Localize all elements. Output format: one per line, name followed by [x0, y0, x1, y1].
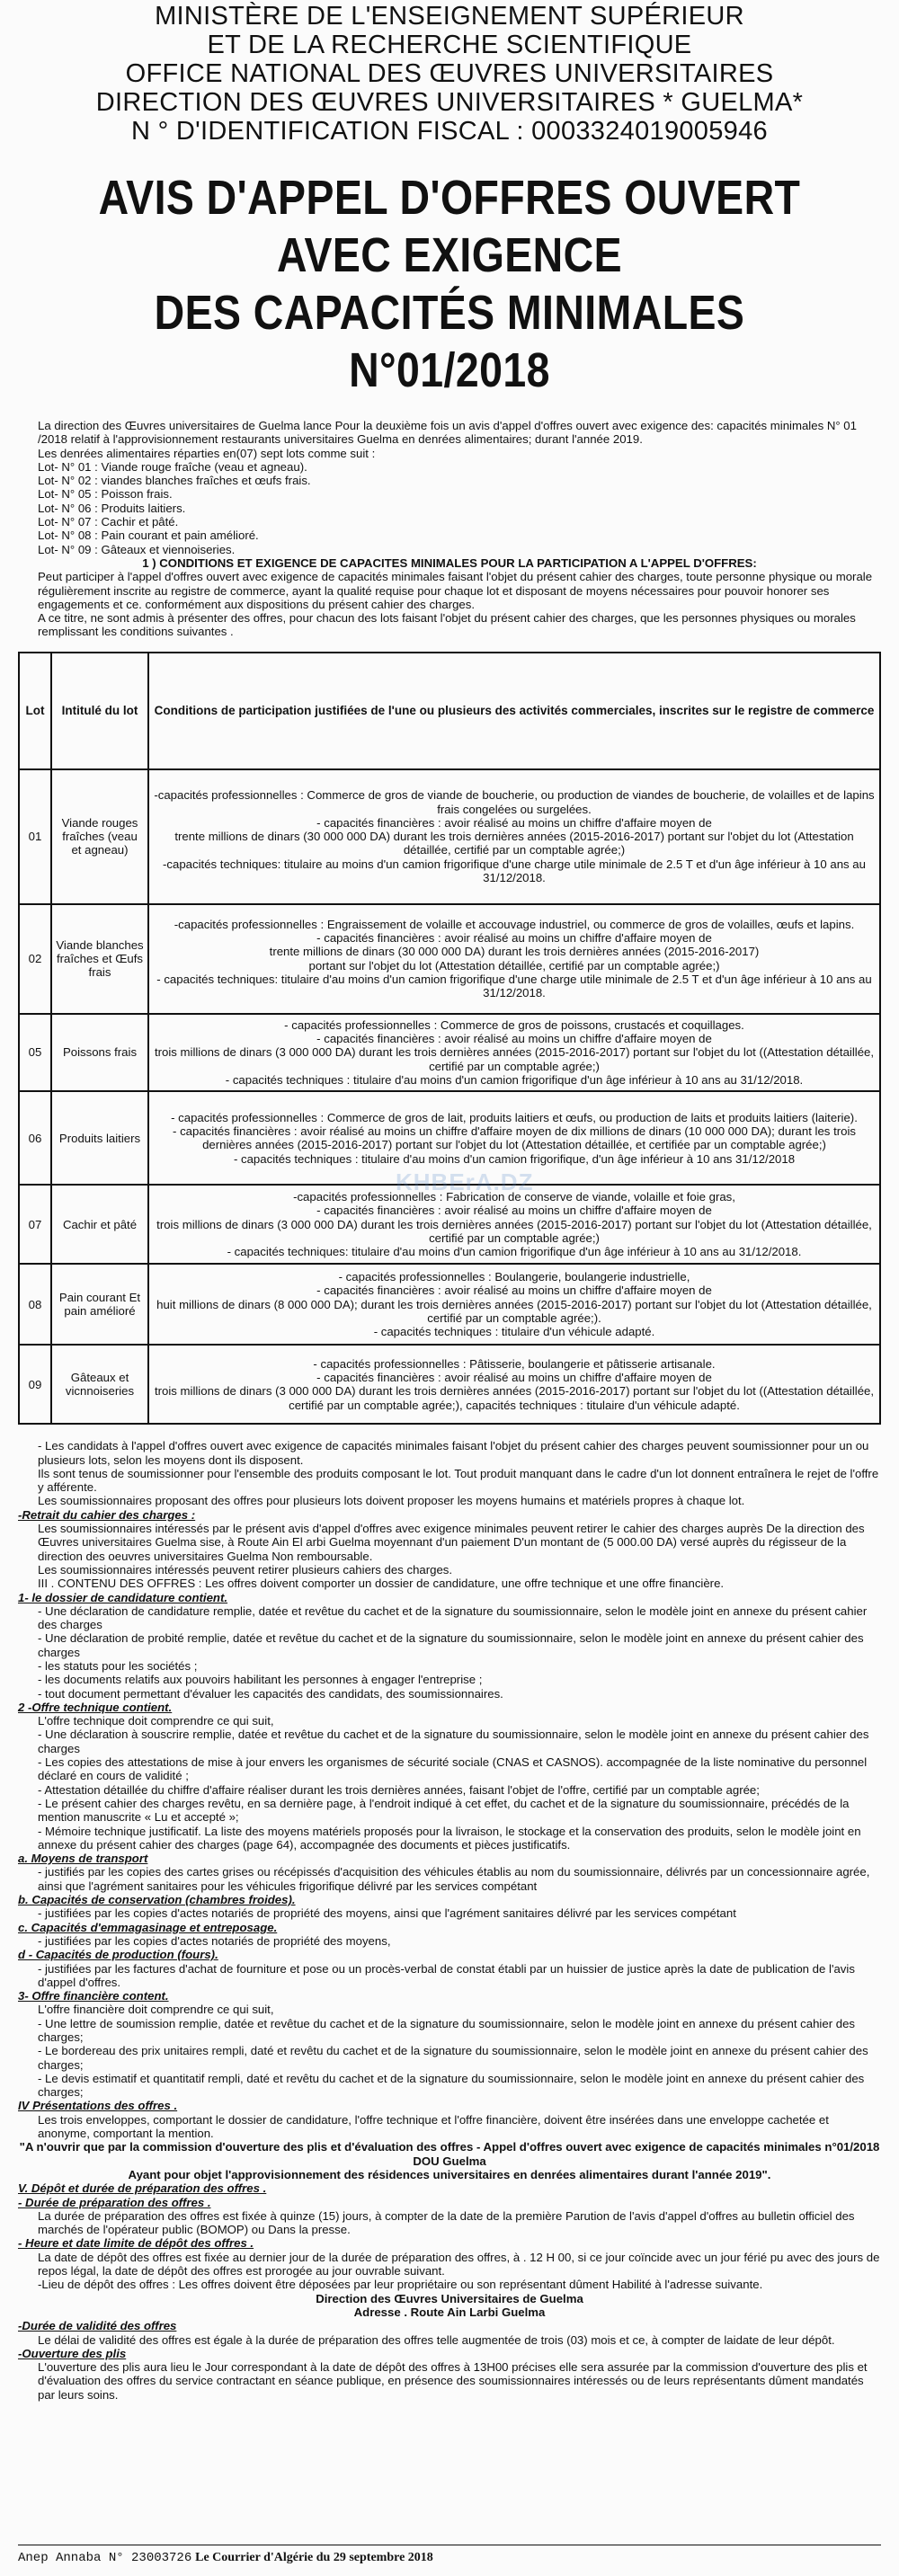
condition-line: trois millions de dinars (3 000 000 DA) durant les trois dernières années (2015-2016-2017) portant sur l'objet du lot ((Attestation détaillée, certifié par un comptable agrée;): [154, 1045, 875, 1073]
lot-number: 02: [19, 904, 51, 1014]
lot-name: Viande blanches fraîches et Œufs frais: [51, 904, 148, 1014]
condition-line: - capacités financières : avoir réalisé au moins un chiffre d'affaire moyen de: [316, 815, 712, 830]
lot-conditions: [148, 1014, 880, 1091]
body-paragraph: L'offre technique doit comprendre ce qui suit,: [38, 1714, 274, 1728]
lot-list-item: Lot- N° 05 : Poisson frais.: [38, 487, 173, 502]
body-paragraph: "A n'ouvrir que par la commission d'ouverture des plis et d'évaluation des offres - Appel d'offres ouvert avec exigence de capacités minimales n°01/2018 DOU Guelma: [19, 2140, 880, 2168]
lot-number: 05: [19, 1014, 51, 1091]
lot-name: Cachir et pâté: [51, 1185, 148, 1264]
body-paragraph: - Une déclaration de candidature remplie, datée et revêtue du cachet et de la signature du soumissionnaire, selon le modèle joint en annexe du présent cahier des charges: [38, 1603, 868, 1632]
condition-line: trois millions de dinars (3 000 000 DA) durant les trois dernières années (2015-2016-2017) portant sur l'objet du lot (Attestation détaillée, certifié par un comptable agrée;): [156, 1217, 872, 1245]
condition-line: - capacités techniques: titulaire d'au moins d'un camion frigorifique d'une charge utile minimale de 2.5 T et d'un âge inférieur à 10 ans au 31/12/2018.: [156, 973, 872, 1000]
lot-list-item: Lot- N° 07 : Cachir et pâté.: [38, 515, 179, 529]
lot-conditions: [148, 1264, 880, 1345]
publication-footer: [18, 2545, 881, 2565]
condition-line: - capacités financières : avoir réalisé au moins un chiffre d'affaire moyen de dix millions de dinars (10 000 000 DA); durant les trois dernières années (2015-2016-2017) portant sur l'objet du lot (Attestation détaillée, et certifiée par un comptable agrée;): [173, 1124, 856, 1152]
condition-line: - capacités financières : avoir réalisé au moins un chiffre d'affaire moyen de: [316, 1032, 712, 1046]
table-row: [19, 1345, 880, 1424]
notice-body: [18, 1439, 881, 2402]
header-line: N ° D'IDENTIFICATION FISCAL : 0003324019005946: [131, 117, 768, 146]
lot-name: Poissons frais: [51, 1014, 148, 1091]
title-line: AVIS D'APPEL D'OFFRES OUVERT AVEC EXIGENCE: [98, 171, 801, 282]
condition-line: - capacités professionnelles : Boulangerie, boulangerie industrielle,: [338, 1269, 690, 1284]
notice-title: [78, 169, 821, 399]
body-paragraph: - Le bordereau des prix unitaires rempli, daté et revêtu du cachet et de la signature du soumissionnaire, selon le modèle joint en annexe du présent cahier des charges;: [38, 2044, 868, 2072]
body-paragraph: Ayant pour objet l'approvisionnement des résidences universitaires en denrées alimentaires durant l'année 2019".: [128, 2167, 771, 2181]
conditions-heading: 1 ) CONDITIONS ET EXIGENCE DE CAPACITES MINIMALES POUR LA PARTICIPATION A L'APPEL D'OFFRES:: [142, 555, 757, 570]
condition-line: -capacités professionnelles : Engraissement de volaille et accouvage industriel, ou commerce de gros de volailles, œufs et lapins.: [174, 917, 855, 931]
col-header-conditions: Conditions de participation justifiées de l'une ou plusieurs des activités commerciales, inscrites sur le registre de commerce: [148, 653, 880, 769]
table-row: [19, 904, 880, 1014]
condition-line: trente millions de dinars (30 000 000 DA) durant les trois dernières années (2015-2016-2017) portant sur l'objet du lot (Attestation détaillée, certifié par un comptable agrée;): [174, 830, 854, 857]
body-paragraph: La durée de préparation des offres est fixée à quinze (15) jours, à compter de la date de la première Parution de l'avis d'appel d'offres au bulletin officiel des marchés de l'opérateur public (BOMOP) ou Dans la presse.: [38, 2208, 855, 2237]
header-line: MINISTÈRE DE L'ENSEIGNEMENT SUPÉRIEUR: [155, 2, 744, 31]
body-paragraph: La date de dépôt des offres est fixée au dernier jour de la durée de préparation des offres, à . 12 H 00, si ce jour coïncide avec un jour férié pu avec des jours de repos légal, la date de dépôt des offres est prorogée au jour ouvrable suivant.: [38, 2250, 880, 2278]
body-paragraph: - Une lettre de soumission remplie, datée et revêtue du cachet et de la signature du soumissionnaire, selon le modèle joint en annexe du présent cahier des charges;: [38, 2016, 856, 2044]
section-heading: a. Moyens de transport: [18, 1852, 148, 1866]
body-paragraph: Le délai de validité des offres est égale à la durée de préparation des offres telle augmentée de trois (03) mois et ce, à compter de laidate de leur dépôt.: [38, 2332, 835, 2347]
section-heading: -Durée de validité des offres: [18, 2319, 177, 2333]
section-heading: d - Capacités de production (fours).: [18, 1948, 218, 1962]
body-paragraph: - justifiées par les factures d'achat de fourniture et pose ou un procès-verbal de constat établi par un huissier de justice après la date de publication de l'avis d'appel d'offres.: [38, 1961, 855, 1989]
lot-list-item: Lot- N° 08 : Pain courant et pain amélioré.: [38, 529, 259, 543]
lot-conditions: [148, 769, 880, 904]
header-line: OFFICE NATIONAL DES ŒUVRES UNIVERSITAIRES: [125, 59, 774, 88]
lot-number: 01: [19, 769, 51, 904]
condition-line: trois millions de dinars (3 000 000 DA) durant les trois dernières années (2015-2016-2017) portant sur l'objet du lot ((Attestation détaillée, certifié par un comptable agrée;), capacités techniques : titulaire d'un véhicule adapté.: [154, 1384, 875, 1412]
body-paragraph: - Attestation détaillée du chiffre d'affaire réaliser durant les trois dernières années, faisant l'objet de l'offre, certifié par un comptable agrée;: [38, 1782, 760, 1797]
lot-list-item: Lot- N° 02 : viandes blanches fraîches et œufs frais.: [38, 474, 311, 488]
section-heading: -Retrait du cahier des charges :: [18, 1507, 196, 1522]
body-paragraph: - Les candidats à l'appel d'offres ouvert avec exigence de capacités minimales faisant l'objet du présent cahier des charges peuvent soumissionner pour un ou plusieurs lots, selon les moyens dont ils disposent.: [38, 1439, 869, 1467]
body-paragraph: - justifiés par les copies des cartes grises ou récépissés d'acquisition des véhicules établis au nom du soumissionnaire, délivrés par un concessionnaire agrée, ainsi que l'agrément sanitaires pour les véhicules frigorifique délivré par les services compétant: [38, 1865, 870, 1893]
condition-line: - capacités techniques : titulaire d'au moins d'un camion frigorifique, d'un âge inférieur à 10 ans 31/12/2018: [233, 1151, 796, 1166]
body-paragraph: - les statuts pour les sociétés ;: [38, 1658, 198, 1673]
lot-list-item: Lot- N° 01 : Viande rouge fraîche (veau et agneau).: [38, 459, 307, 474]
lot-conditions: [148, 1345, 880, 1424]
condition-line: trente millions de dinars (30 000 000 DA) durant les trois dernières années (2015-2016-2017): [269, 945, 760, 959]
lot-name: Viande rouges fraîches (veau et agneau): [51, 769, 148, 904]
intro-paragraph: La direction des Œuvres universitaires de Guelma lance Pour la deuxième fois un avis d'appel d'offres ouvert avec exigence des: capacités minimales N° 01 /2018 relatif à l'approvisionnement restaurants universitaires Guelma en denrées alimentaires; durant l'année 2019.: [38, 419, 857, 447]
anep-reference: Anep Annaba N° 23003726: [18, 2551, 192, 2565]
newspaper-reference: Le Courrier d'Algérie du 29 septembre 2018: [195, 2551, 433, 2564]
table-row: [19, 1014, 880, 1091]
condition-line: - capacités techniques : titulaire d'un véhicule adapté.: [373, 1325, 655, 1339]
section-heading: -Ouverture des plis: [18, 2346, 127, 2360]
intro-section: [18, 419, 881, 639]
body-paragraph: Les soumissionnaires intéressés peuvent retirer plusieurs cahiers des charges.: [38, 1562, 453, 1577]
lot-conditions: [148, 904, 880, 1014]
section-heading: 2 -Offre technique contient.: [18, 1700, 173, 1714]
body-paragraph: - tout document permettant d'évaluer les capacités des candidats, des soumissionnaires.: [38, 1686, 503, 1701]
lot-list-item: Lot- N° 09 : Gâteaux et viennoiseries.: [38, 542, 236, 556]
condition-line: -capacités techniques: titulaire au moins d'un camion frigorifique d'une charge utile minimale de 2.5 T et d'un âge inférieur à 10 ans au 31/12/2018.: [163, 857, 866, 884]
body-paragraph: - justifiées par les copies d'actes notariés de propriété des moyens,: [38, 1933, 391, 1948]
body-paragraph: Ils sont tenus de soumissionner pour l'ensemble des produits composant le lot. Tout produit manquant dans le cadre d'un lot donnent entraînera le rejet de l'offre y afférente.: [38, 1466, 879, 1495]
condition-line: - capacités professionnelles : Commerce de gros de poissons, crustacés et coquillages.: [284, 1017, 744, 1032]
ministry-header: [18, 2, 881, 146]
condition-line: -capacités professionnelles : Commerce de gros de viande de boucherie, ou production de viandes de boucherie, de volailles et de lapins frais congelées ou surgelées.: [154, 788, 875, 816]
condition-line: - capacités professionnelles : Commerce de gros de lait, produits laitiers et œufs, ou production de laits et produits laitiers (laiterie).: [171, 1110, 858, 1124]
condition-line: - capacités techniques: titulaire d'au moins d'un camion frigorifique d'un âge inférieur à 10 ans au 31/12/2018.: [227, 1245, 802, 1259]
lot-number: 06: [19, 1091, 51, 1185]
section-heading: - Heure et date limite de dépôt des offres .: [18, 2236, 254, 2251]
condition-line: - capacités financières : avoir réalisé au moins un chiffre d'affaire moyen de: [316, 931, 712, 946]
col-header-lot: Lot: [19, 653, 51, 769]
header-line: ET DE LA RECHERCHE SCIENTIFIQUE: [207, 31, 692, 59]
body-paragraph: - justifiées par les copies d'actes notariés de propriété des moyens, ainsi que l'agrément sanitaires délivré par les services compétant: [38, 1906, 736, 1921]
condition-line: - capacités financières : avoir réalisé au moins un chiffre d'affaire moyen de: [316, 1370, 712, 1384]
section-heading: IV Présentations des offres .: [18, 2099, 178, 2113]
body-paragraph: - Une déclaration à souscrire remplie, datée et revêtue du cachet et de la signature du soumissionnaire, selon le modèle joint en annexe du présent cahier des charges: [38, 1728, 869, 1755]
condition-line: huit millions de dinars (8 000 000 DA); durant les trois dernières années (2015-2016-2017) portant sur l'objet du lot (Attestation détaillée, certifié par un comptable agrée;).: [156, 1297, 872, 1325]
section-heading: c. Capacités d'emmagasinage et entreposage.: [18, 1920, 278, 1934]
watermark-text: KHBErA.DZ: [396, 1168, 534, 1195]
condition-line: - capacités techniques : titulaire d'au moins d'un camion frigorifique d'un âge inférieur à 10 ans au 31/12/2018.: [225, 1072, 804, 1087]
condition-line: -capacités professionnelles : Fabrication de conserve de viande, volaille et foie gras,: [293, 1189, 735, 1204]
condition-line: - capacités professionnelles : Pâtisserie, boulangerie et pâtisserie artisanale.: [313, 1356, 716, 1371]
body-paragraph: -Lieu de dépôt des offres : Les offres doivent être déposées par leur propriétaire ou son représentant dûment Habilité à l'adresse suivante.: [38, 2278, 763, 2292]
header-line: DIRECTION DES ŒUVRES UNIVERSITAIRES * GUELMA*: [95, 88, 804, 117]
condition-line: portant sur l'objet du lot (Attestation détaillée, certifié par un comptable agrée;): [308, 958, 720, 973]
section-heading: b. Capacités de conservation (chambres froides).: [18, 1893, 296, 1907]
condition-line: - capacités financières : avoir réalisé au moins un chiffre d'affaire moyen de: [316, 1204, 712, 1218]
body-paragraph: - Les copies des attestations de mise à jour envers les organismes de sécurité sociale (CNAS et CASNOS). accompagnée de la liste nominative du personnel déclaré en cours de validité ;: [38, 1755, 868, 1783]
lot-number: 07: [19, 1185, 51, 1264]
table-row: [19, 769, 880, 904]
lot-name: Gâteaux et vicnnoiseries: [51, 1345, 148, 1424]
body-paragraph: Les soumissionnaires proposant des offres pour plusieurs lots doivent proposer les moyens humains et matériels propres à chaque lot.: [38, 1494, 745, 1508]
body-paragraph: - les documents relatifs aux pouvoirs habilitant les personnes à engager l'entreprise ;: [38, 1673, 483, 1687]
body-paragraph: Adresse . Route Ain Larbi Guelma: [353, 2305, 546, 2319]
section-heading: - Durée de préparation des offres .: [18, 2195, 211, 2209]
section-heading: 1- le dossier de candidature contient.: [18, 1590, 228, 1604]
body-paragraph: Direction des Œuvres Universitaires de Guelma: [316, 2291, 583, 2305]
body-paragraph: - Mémoire technique justificatif. La liste des moyens matériels proposés pour la livraison, le stockage et la conservation des produits, selon le modèle joint en annexe du présent cahier des charges (page 64), accompagnée des documents et pièces justificatifs.: [38, 1824, 861, 1852]
lot-list-item: Lot- N° 06 : Produits laitiers.: [38, 501, 186, 515]
body-paragraph: L'offre financière doit comprendre ce qui suit,: [38, 2003, 274, 2017]
lot-number: 09: [19, 1345, 51, 1424]
conditions-paragraph: Peut participer à l'appel d'offres ouvert avec exigence de capacités minimales faisant l'objet du présent cahier des charges, toute personne physique ou morale régulièrement inscrite au registre de commerce, ayant la qualité requise pour chaque lot et disposant de moyens nécessaires pour pouvoir honorer ses engagements et ce. conformément aux dispositions du présent cahier des charges.: [38, 570, 873, 611]
body-paragraph: L'ouverture des plis aura lieu le Jour correspondant à la date de dépôt des offres à 13H00 précises elle sera assurée par la commission d'ouverture des plis et d'évaluation des offres du service contractant en séance publique, en présence des soumissionnaires intéressés ou de leurs représentants dûment mandatés par leurs soins.: [38, 2360, 868, 2402]
lot-name: Pain courant Et pain amélioré: [51, 1264, 148, 1345]
title-line: DES CAPACITÉS MINIMALES N°01/2018: [154, 286, 745, 397]
body-paragraph: Les soumissionnaires intéressés par le présent avis d'appel d'offres avec exigence minimales peuvent retirer le cahier des charges auprès De la direction des Œuvres universitaires Guelma sise, à Route Ain El arbi Guelma moyennant d'un paiement D'un montant de (5 000.00 DA) versé auprès du régisseur de la direction des oeuvres universitaires Guelma Non remboursable.: [38, 1522, 865, 1563]
intro-paragraph: Les denrées alimentaires réparties en(07) sept lots comme suit :: [38, 446, 376, 460]
lots-table: [18, 652, 881, 1425]
lot-number: 08: [19, 1264, 51, 1345]
body-paragraph: - Une déclaration de probité remplie, datée et revêtue du cachet et de la signature du soumissionnaire, selon le modèle joint en annexe du présent cahier des charges: [38, 1631, 864, 1659]
col-header-name: Intitulé du lot: [51, 653, 148, 769]
conditions-paragraph: A ce titre, ne sont admis à présenter des offres, pour chacun des lots faisant l'objet du présent cahier des charges, que les personnes physiques ou morales remplissant les conditions suivantes .: [38, 611, 856, 639]
table-row: [19, 1185, 880, 1264]
table-row: [19, 1264, 880, 1345]
body-paragraph: III . CONTENU DES OFFRES : Les offres doivent comporter un dossier de candidature, une offre technique et une offre financière.: [38, 1577, 725, 1591]
lot-conditions: [148, 1185, 880, 1264]
section-heading: 3- Offre financière content.: [18, 1989, 169, 2003]
lot-name: Produits laitiers: [51, 1091, 148, 1185]
body-paragraph: - Le présent cahier des charges revêtu, en sa dernière page, à l'endroit indiqué à cet effet, du cachet et de la signature du soumissionnaire, précédés de la mention manuscrite « Lu et accepté »;: [38, 1796, 850, 1825]
body-paragraph: - Le devis estimatif et quantitatif rempli, daté et revêtu du cachet et de la signature du soumissionnaire, selon le modèle joint en annexe du présent cahier des charges;: [38, 2071, 865, 2100]
body-paragraph: Les trois enveloppes, comportant le dossier de candidature, l'offre technique et l'offre financière, doivent être insérées dans une enveloppe cachetée et anonyme, comportant la mention.: [38, 2112, 829, 2141]
condition-line: - capacités financières : avoir réalisé au moins un chiffre d'affaire moyen de: [316, 1284, 712, 1298]
section-heading: V. Dépôt et durée de préparation des offres .: [18, 2181, 267, 2196]
